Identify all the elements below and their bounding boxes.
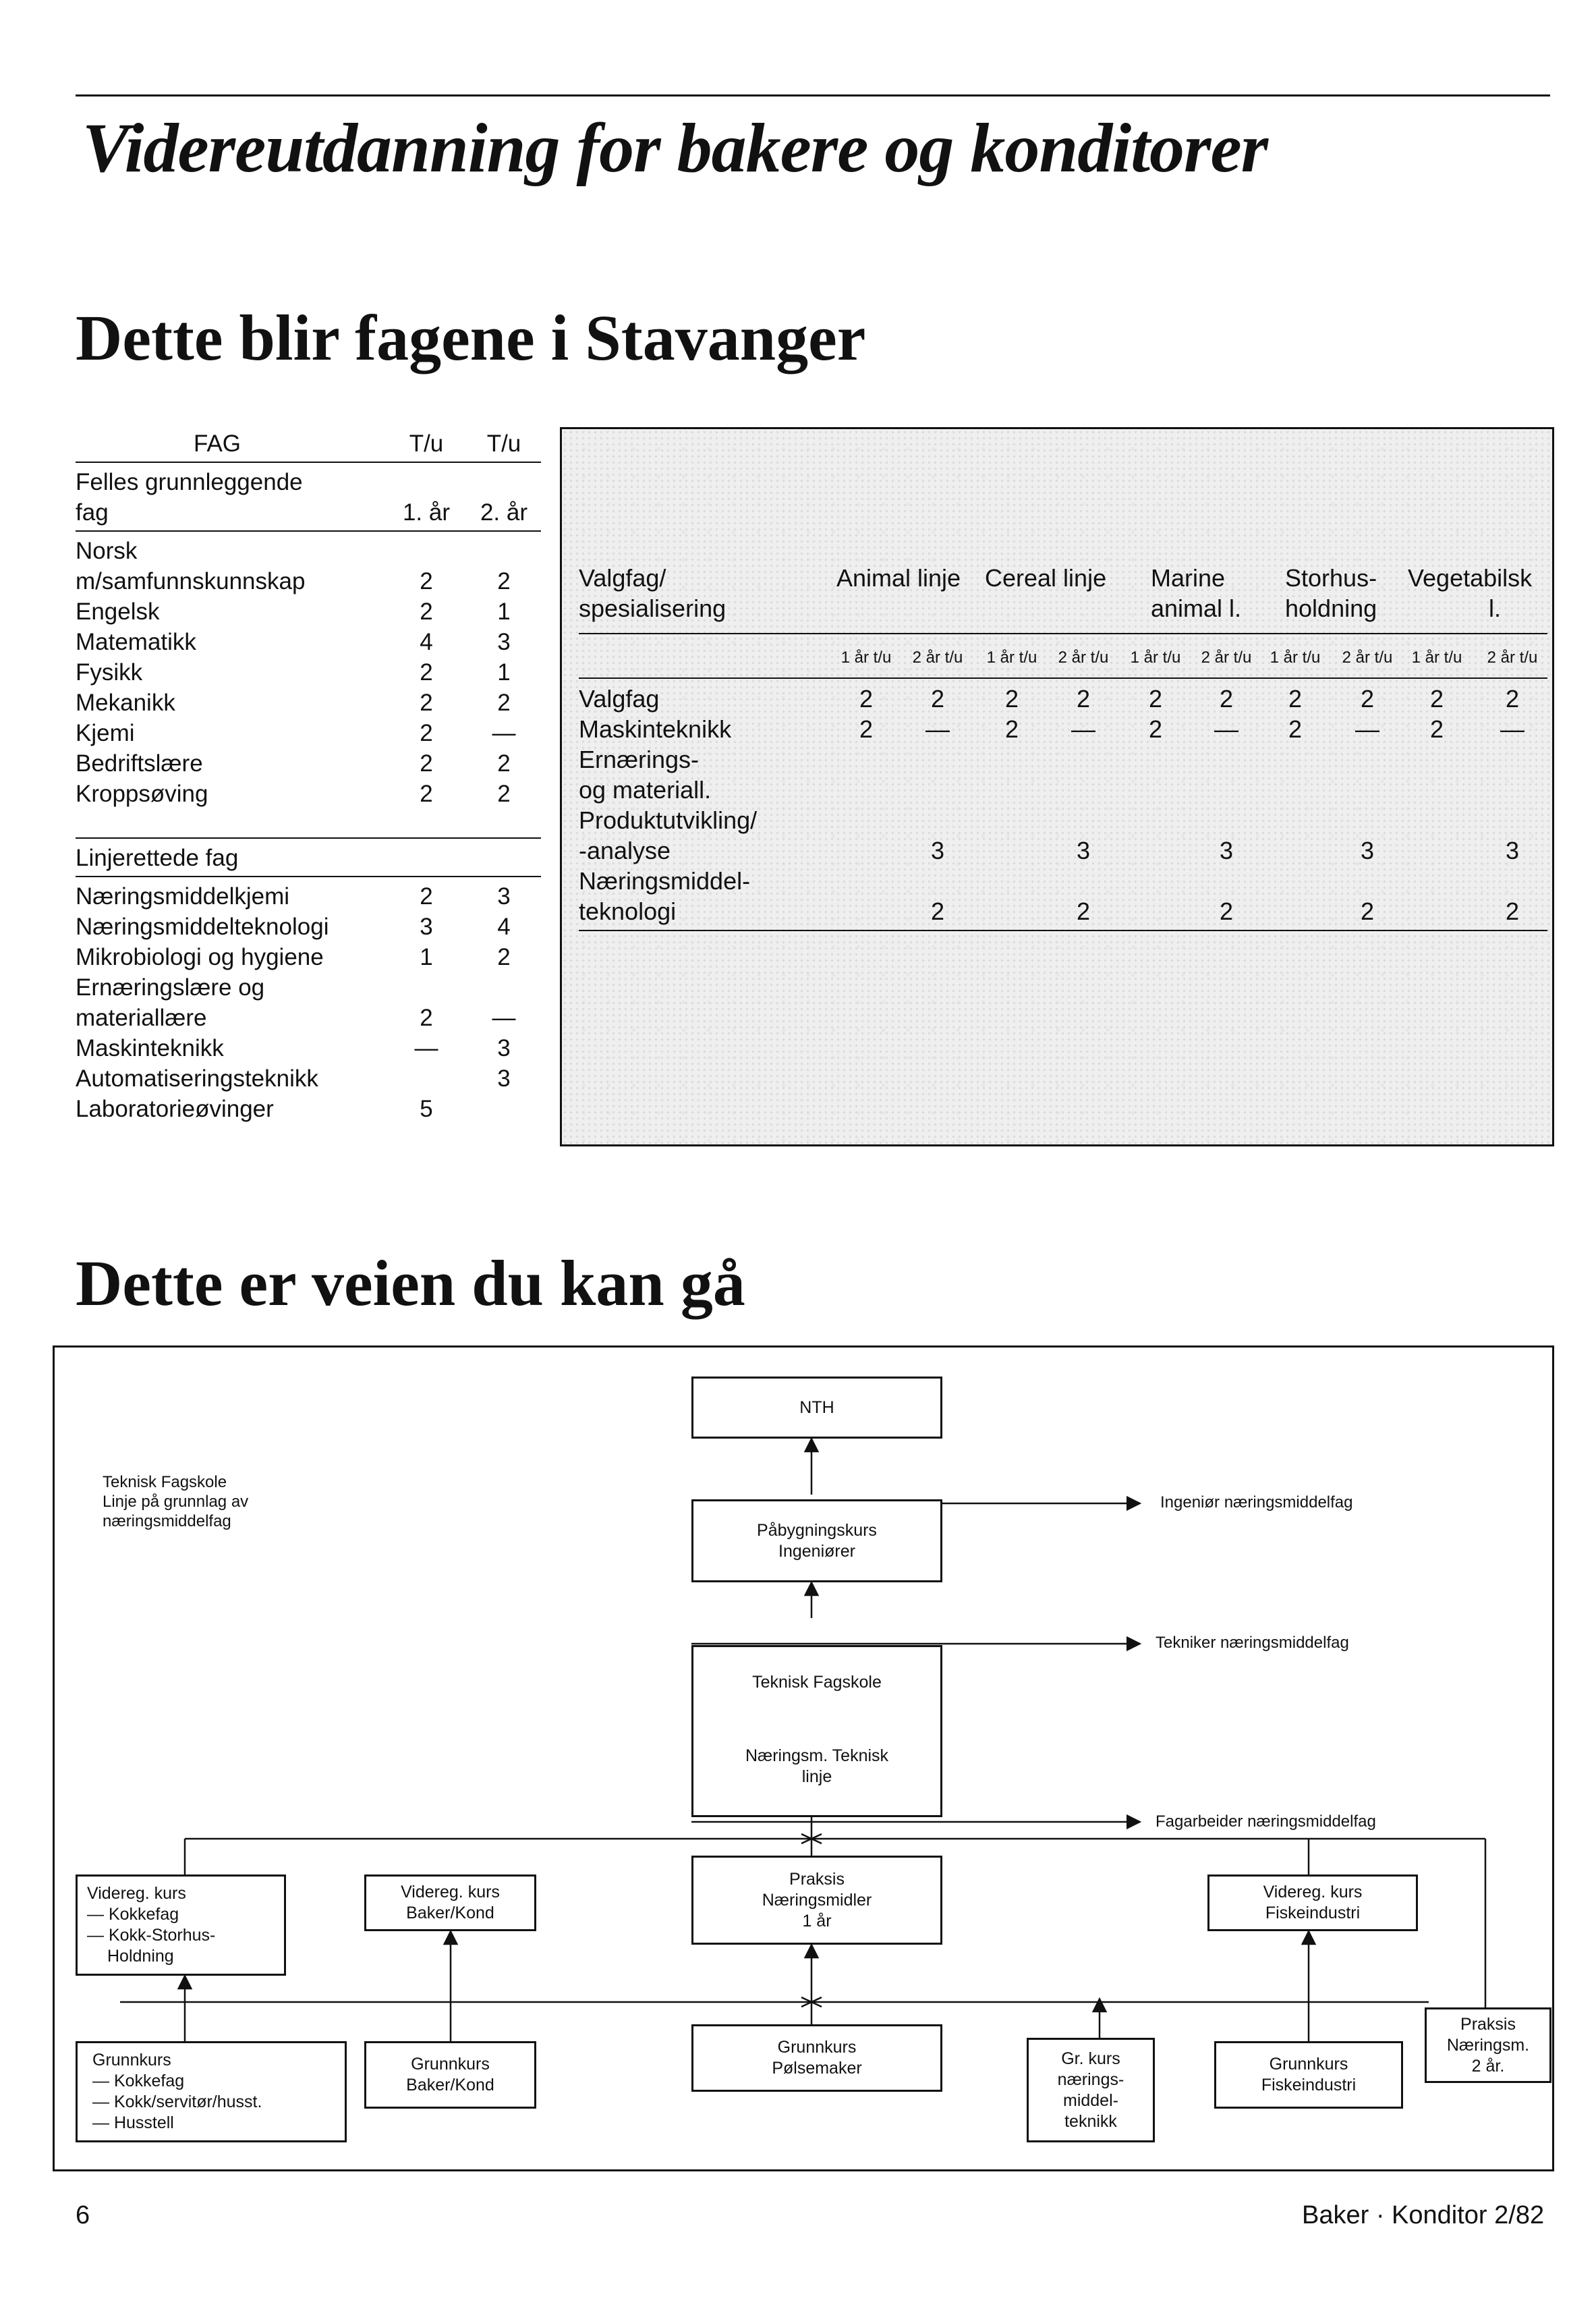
box-text: Ingeniører: [778, 1541, 855, 1561]
year-subheader: 2 år t/u: [1487, 648, 1538, 667]
subject-name: Næringsmiddelkjemi: [76, 883, 290, 910]
hours-year1: 2: [420, 750, 433, 777]
box-teknisk-fagskole: [691, 1645, 942, 1719]
box-grunn-pols: [691, 2024, 942, 2092]
box-text: — Kokkefag: [92, 2072, 185, 2090]
valgfag-header-2: spesialisering: [579, 594, 726, 622]
box-text: 2 år.: [1471, 2056, 1505, 2076]
box-text: middel-: [1063, 2090, 1118, 2110]
subject-name: Mekanikk: [76, 690, 175, 716]
page-title: Videreutdanning for bakere og konditorer: [82, 109, 1268, 187]
hours-year1: 5: [420, 1096, 433, 1122]
box-text: Gr. kurs: [1061, 2049, 1120, 2068]
hours-year2: 1: [497, 659, 511, 686]
box-text: Videreg. kurs: [1263, 1883, 1363, 1901]
hours-year1: 2: [420, 720, 433, 746]
valgfag-subject: -analyse: [579, 837, 671, 864]
subject-name: Engelsk: [76, 599, 160, 625]
valgfag-cell: 2: [1148, 685, 1163, 713]
valgfag-subject: og materiall.: [579, 776, 712, 804]
valgfag-cell: 2: [1288, 715, 1303, 743]
valgfag-cell: 3: [930, 837, 945, 864]
box-praksis-2: [1425, 2007, 1551, 2083]
year-subheader: 1 år t/u: [1270, 648, 1321, 667]
hours-year1: —: [414, 1035, 438, 1061]
year-subheader: 2 år t/u: [912, 648, 963, 667]
valgfag-cell: 2: [1219, 685, 1234, 713]
box-text: — Kokk/servitør/husst.: [92, 2092, 262, 2111]
box-text: NTH: [799, 1397, 834, 1417]
box-praksis-1: [691, 1856, 942, 1945]
note-line: Teknisk Fagskole: [103, 1473, 227, 1491]
box-videreg-fisk: [1207, 1874, 1418, 1931]
label: Felles grunnleggende: [76, 469, 303, 495]
label-tekniker: Tekniker næringsmiddelfag: [1156, 1634, 1349, 1652]
subject-name: materiallære: [76, 1005, 207, 1031]
box-text: Grunnkurs: [411, 2055, 490, 2074]
hours-year2: —: [492, 720, 516, 746]
hours-year1: 2: [420, 781, 433, 807]
valgfag-line-name: Cereal linje: [985, 564, 1107, 592]
box-videreg-baker: [364, 1874, 536, 1931]
box-grunn-baker: [364, 2041, 536, 2109]
year-subheader: 2 år t/u: [1342, 648, 1393, 667]
valgfag-cell: 2: [930, 685, 945, 713]
valgfag-cell: —: [1071, 715, 1095, 743]
box-grunn-kokk: [76, 2041, 347, 2142]
valgfag-cell: 2: [1505, 685, 1520, 713]
box-gr-nm: [1027, 2038, 1155, 2142]
hours-year1: 2: [420, 690, 433, 716]
valgfag-cell: 2: [1288, 685, 1303, 713]
box-text: Holdning: [107, 1947, 174, 1966]
year-subheader: 1 år t/u: [1411, 648, 1462, 667]
valgfag-cell: 2: [1360, 897, 1375, 925]
subject-name: Maskinteknikk: [76, 1035, 224, 1061]
box-text: Påbygningskurs: [757, 1520, 877, 1540]
col-tu1: T/u: [409, 431, 444, 457]
hours-year2: 2: [497, 781, 511, 807]
hours-year1: 4: [420, 629, 433, 655]
box-paabygning: [691, 1499, 942, 1582]
box-text: Pølsemaker: [772, 2059, 862, 2078]
note-line: næringsmiddelfag: [103, 1512, 231, 1530]
box-text: Baker/Kond: [406, 2076, 494, 2094]
valgfag-cell: 2: [1004, 715, 1019, 743]
subject-name: Bedriftslære: [76, 750, 203, 777]
subject-name: Kroppsøving: [76, 781, 208, 807]
year-subheader: 1 år t/u: [986, 648, 1037, 667]
valgfag-subject: Ernærings-: [579, 746, 700, 773]
year-subheader: 2 år t/u: [1058, 648, 1109, 667]
valgfag-cell: 2: [1429, 715, 1444, 743]
box-text: Praksis: [789, 1869, 845, 1889]
hours-year2: 2: [497, 568, 511, 594]
valgfag-cell: 2: [1219, 897, 1234, 925]
box-text: Grunnkurs: [777, 2038, 857, 2057]
hours-year2: 3: [497, 629, 511, 655]
hours-year2: 2: [497, 750, 511, 777]
box-grunn-fisk: [1214, 2041, 1403, 2109]
subject-name: Mikrobiologi og hygiene: [76, 944, 324, 970]
box-text: — Kokkefag: [87, 1905, 179, 1924]
valgfag-subject: Valgfag: [579, 685, 660, 713]
valgfag-subject: teknologi: [579, 897, 677, 925]
hours-year1: 2: [420, 883, 433, 910]
valgfag-cell: 2: [1429, 685, 1444, 713]
subject-name: Matematikk: [76, 629, 196, 655]
hours-year1: 2: [420, 599, 433, 625]
subject-name: Norsk: [76, 538, 138, 564]
box-text: Videreg. kurs: [401, 1883, 500, 1901]
valgfag-line-name: l.: [1489, 594, 1501, 622]
valgfag-subject: Maskinteknikk: [579, 715, 732, 743]
box-text: — Husstell: [92, 2113, 174, 2132]
box-text: linje: [801, 1767, 832, 1786]
label: Linjerettede fag: [76, 845, 239, 871]
valgfag-cell: 2: [930, 897, 945, 925]
col-fag: FAG: [194, 431, 241, 457]
valgfag-line-name: holdning: [1285, 594, 1377, 622]
box-naeringsm-linje: [691, 1717, 942, 1817]
valgfag-cell: 2: [859, 685, 874, 713]
hours-year2: —: [492, 1005, 516, 1031]
hours-year1: 2: [420, 568, 433, 594]
box-text: Næringsm.: [1446, 2035, 1530, 2055]
valgfag-cell: —: [1214, 715, 1238, 743]
hours-year1: 1: [420, 944, 433, 970]
flow-note: [103, 1472, 248, 1531]
valgfag-line-name: Animal linje: [836, 564, 961, 592]
box-text: teknikk: [1064, 2111, 1117, 2131]
hours-year2: 4: [497, 914, 511, 940]
box-text: 1 år: [802, 1911, 832, 1931]
magazine-footer: Baker · Konditor 2/82: [1302, 2201, 1545, 2229]
valgfag-cell: 3: [1360, 837, 1375, 864]
hours-year1: 2: [420, 1005, 433, 1031]
subject-name: Næringsmiddelteknologi: [76, 914, 329, 940]
valgfag-line-name: Storhus-: [1285, 564, 1377, 592]
box-text: Fiskeindustri: [1261, 2076, 1357, 2094]
hours-year2: 2: [497, 944, 511, 970]
valgfag-cell: 2: [1004, 685, 1019, 713]
valgfag-header-1: Valgfag/: [579, 564, 666, 592]
box-text: Næringsmidler: [762, 1890, 872, 1910]
subject-name: Kjemi: [76, 720, 135, 746]
box-text: Grunnkurs: [92, 2051, 171, 2070]
col-tu2: T/u: [486, 431, 521, 457]
box-text: nærings-: [1057, 2070, 1124, 2089]
box-text: Næringsm. Teknisk: [745, 1746, 889, 1765]
year-subheader: 1 år t/u: [840, 648, 892, 667]
box-text: Praksis: [1460, 2014, 1516, 2034]
year1: 1. år: [402, 499, 451, 526]
box-text: Baker/Kond: [406, 1904, 494, 1922]
valgfag-cell: 2: [1148, 715, 1163, 743]
box-text: Fiskeindustri: [1265, 1904, 1361, 1922]
box-text: Grunnkurs: [1269, 2055, 1348, 2074]
box-text: — Kokk-Storhus-: [87, 1926, 216, 1945]
label: fag: [76, 499, 109, 526]
valgfag-cell: 3: [1505, 837, 1520, 864]
section-heading-fag: Dette blir fagene i Stavanger: [76, 302, 866, 374]
note-line: Linje på grunnlag av: [103, 1493, 249, 1511]
subject-name: m/samfunnskunnskap: [76, 568, 306, 594]
year2: 2. år: [480, 499, 528, 526]
valgfag-subject: Næringsmiddel-: [579, 867, 751, 895]
hours-year2: 3: [497, 1035, 511, 1061]
label-fagarbeider: Fagarbeider næringsmiddelfag: [1156, 1812, 1376, 1831]
hours-year2: 3: [497, 1065, 511, 1092]
page-number: 6: [76, 2201, 90, 2229]
subject-name: Automatiseringsteknikk: [76, 1065, 318, 1092]
valgfag-subject: Produktutvikling/: [579, 806, 758, 834]
valgfag-cell: 2: [859, 715, 874, 743]
subject-name: Fysikk: [76, 659, 143, 686]
subject-name: Ernæringslære og: [76, 974, 265, 1001]
valgfag-cell: 3: [1076, 837, 1091, 864]
valgfag-line-name: Marine: [1151, 564, 1226, 592]
hours-year2: 1: [497, 599, 511, 625]
valgfag-cell: 2: [1505, 897, 1520, 925]
valgfag-cell: 2: [1076, 897, 1091, 925]
hours-year1: 3: [420, 914, 433, 940]
section-heading-vei: Dette er veien du kan gå: [76, 1247, 745, 1319]
hours-year1: 2: [420, 659, 433, 686]
box-videreg-kokk: [76, 1874, 286, 1976]
valgfag-line-name: Vegetabilsk: [1408, 564, 1533, 592]
box-nth: [691, 1377, 942, 1439]
subject-name: Laboratorieøvinger: [76, 1096, 274, 1122]
year-subheader: 1 år t/u: [1130, 648, 1181, 667]
valgfag-line-name: animal l.: [1151, 594, 1242, 622]
valgfag-cell: —: [1355, 715, 1379, 743]
box-text: Videreg. kurs: [87, 1884, 186, 1903]
hours-year2: 3: [497, 883, 511, 910]
valgfag-cell: —: [1500, 715, 1524, 743]
valgfag-cell: 3: [1219, 837, 1234, 864]
label-ingenior: Ingeniør næringsmiddelfag: [1160, 1493, 1353, 1511]
valgfag-cell: —: [925, 715, 950, 743]
hours-year2: 2: [497, 690, 511, 716]
valgfag-cell: 2: [1076, 685, 1091, 713]
box-text: Teknisk Fagskole: [752, 1672, 882, 1692]
valgfag-cell: 2: [1360, 685, 1375, 713]
year-subheader: 2 år t/u: [1201, 648, 1252, 667]
